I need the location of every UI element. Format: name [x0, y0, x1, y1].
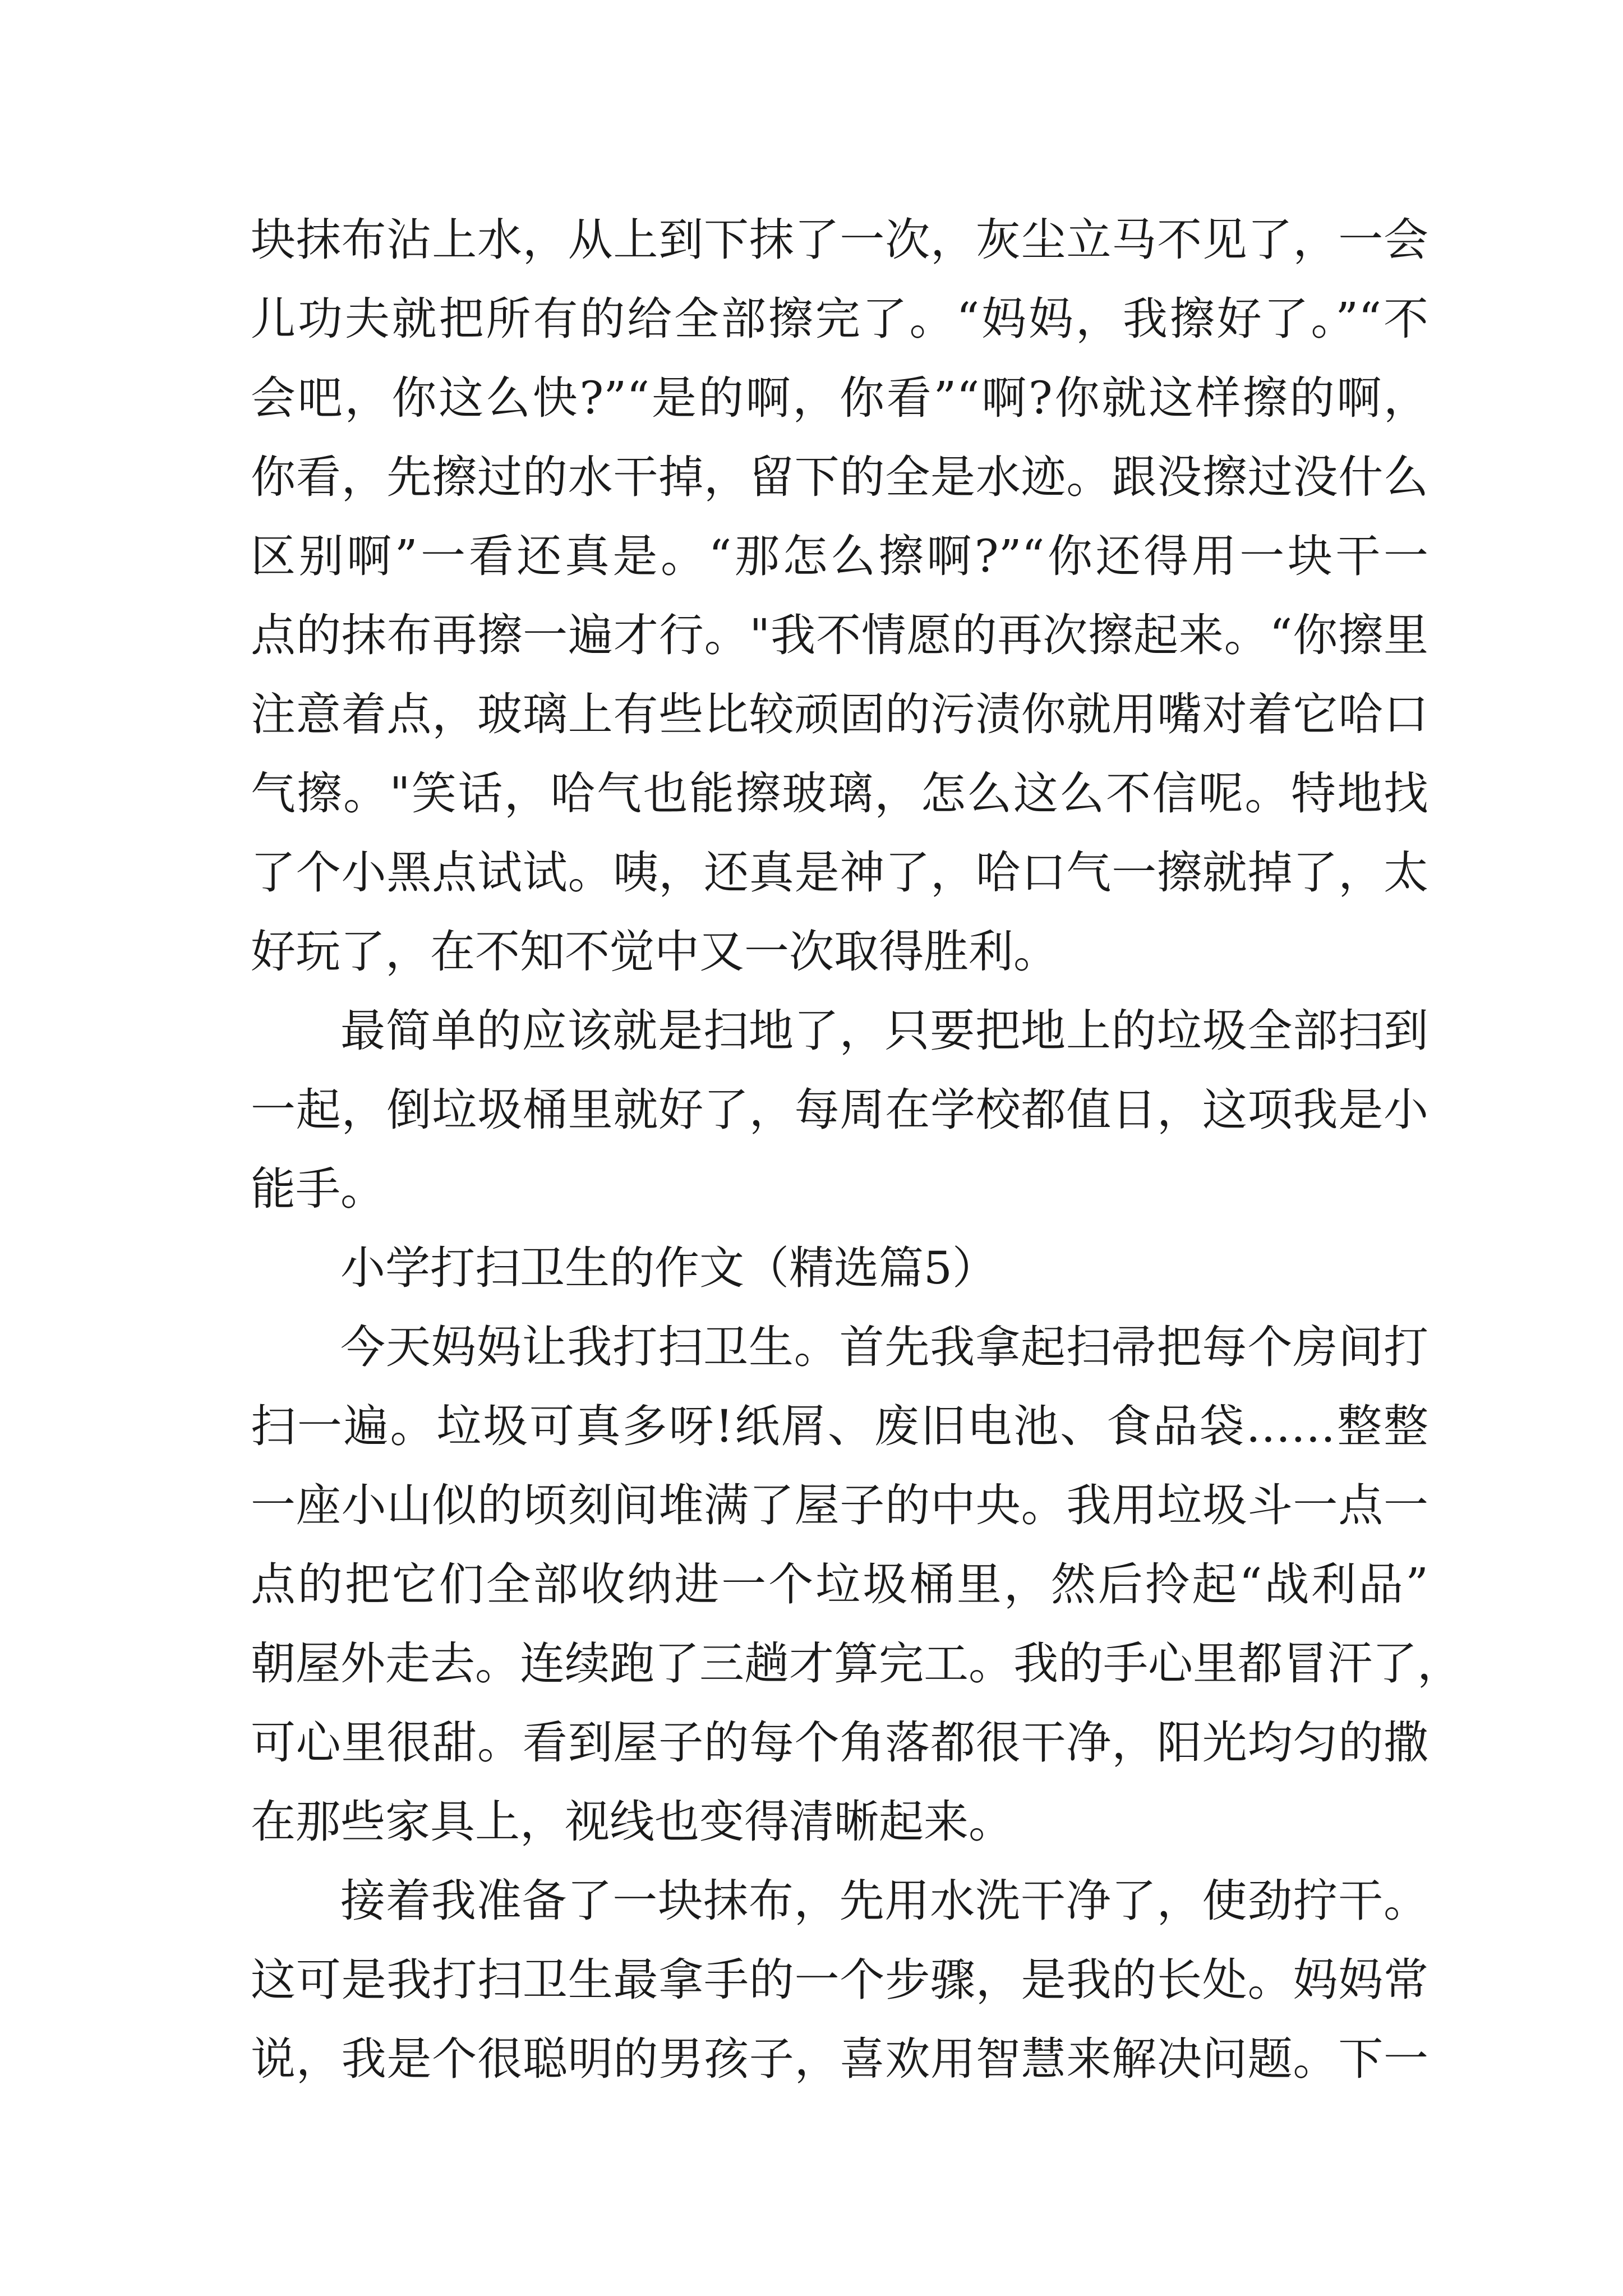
text-line: 点的抹布再擦一遍才行。"我不情愿的再次擦起来。“你擦里: [251, 609, 1428, 661]
text-line: 你看，先擦过的水干掉，留下的全是水迹。跟没擦过没什么: [251, 451, 1428, 503]
paragraph-first-line: 接着我准备了一块抹布，先用水洗干净了，使劲拧干。: [340, 1875, 1428, 1927]
text-line: 区别啊”一看还真是。“那怎么擦啊?”“你还得用一块干一: [251, 530, 1428, 582]
text-line: 这可是我打扫卫生最拿手的一个步骤，是我的长处。妈妈常: [251, 1954, 1428, 2006]
text-line: 气擦。"笑话，哈气也能擦玻璃，怎么这么不信呢。特地找: [251, 767, 1428, 820]
text-line: 在那些家具上，视线也变得清晰起来。: [251, 1796, 1013, 1848]
section-heading: 小学打扫卫生的作文（精选篇5）: [340, 1242, 997, 1294]
text-line: 好玩了，在不知不觉中又一次取得胜利。: [251, 926, 1058, 978]
text-line: 儿功夫就把所有的给全部擦完了。“妈妈，我擦好了。”“不: [251, 293, 1428, 345]
text-line: 会吧，你这么快?”“是的啊，你看”“啊?你就这样擦的啊，: [251, 372, 1428, 424]
text-line: 注意着点，玻璃上有些比较顽固的污渍你就用嘴对着它哈口: [251, 688, 1428, 740]
text-line: 扫一遍。垃圾可真多呀!纸屑、废旧电池、食品袋……整整: [251, 1400, 1428, 1452]
text-line: 块抹布沾上水，从上到下抹了一次，灰尘立马不见了，一会: [251, 214, 1428, 266]
text-line: 了个小黑点试试。咦，还真是神了，哈口气一擦就掉了，太: [251, 846, 1428, 899]
paragraph-first-line: 今天妈妈让我打扫卫生。首先我拿起扫帚把每个房间打: [340, 1321, 1428, 1373]
text-line: 一座小山似的顷刻间堆满了屋子的中央。我用垃圾斗一点一: [251, 1479, 1428, 1531]
text-line: 朝屋外走去。连续跑了三趟才算完工。我的手心里都冒汗了，: [251, 1637, 1462, 1690]
text-line: 一起，倒垃圾桶里就好了，每周在学校都值日，这项我是小: [251, 1084, 1428, 1136]
text-line: 能手。: [251, 1163, 385, 1215]
text-line: 说，我是个很聪明的男孩子，喜欢用智慧来解决问题。下一: [251, 2033, 1428, 2085]
paragraph-first-line: 最简单的应该就是扫地了，只要把地上的垃圾全部扫到: [340, 1005, 1428, 1057]
text-line: 可心里很甜。看到屋子的每个角落都很干净，阳光均匀的撒: [251, 1717, 1428, 1769]
text-line: 点的把它们全部收纳进一个垃圾桶里，然后拎起“战利品”: [251, 1558, 1428, 1611]
